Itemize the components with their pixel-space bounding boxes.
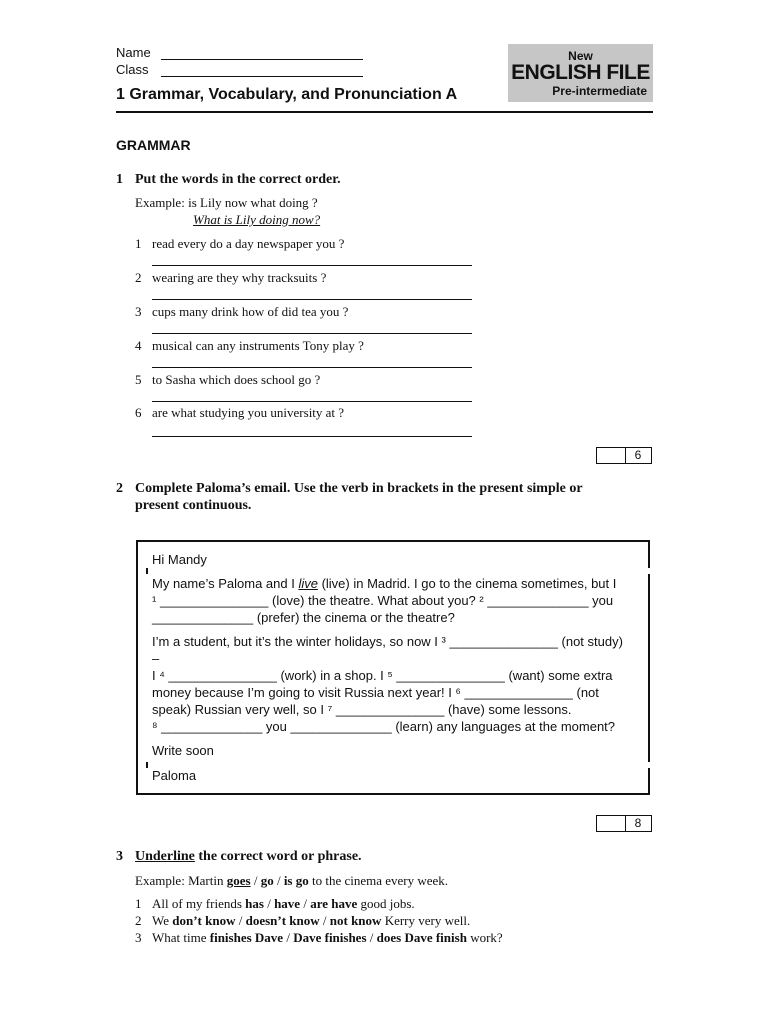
email-p1-b: (live) in Madrid. I go to the cinema sometimes, but I [317,576,617,591]
q3-sep: / [300,896,311,911]
q3-item-post: good jobs. [357,896,415,911]
q3-sep: / [235,913,246,928]
q3-item-number: 2 [135,913,142,928]
q3-example-label: Example: [135,873,185,888]
email-right-border [648,574,650,762]
page-title: 1 Grammar, Vocabulary, and Pronunciation A [116,86,458,103]
q3-example [135,873,448,889]
email-box [136,540,650,795]
email-greeting: Hi Mandy [152,552,207,567]
q1-item-text: wearing are they why tracksuits ? [152,270,327,285]
q1-score-total: 6 [634,448,642,462]
q2-score-total: 8 [634,816,642,830]
q3-item-pre: All of my friends [152,896,246,911]
q1-item-text: are what studying you university at ? [152,405,345,420]
q3-sep: / [263,896,275,911]
q2-number: 2 [116,481,123,496]
q1-item-number: 4 [135,338,142,353]
q3-item [152,930,503,946]
q3-item-pre: We [152,913,173,928]
q3-item-post: work? [466,930,503,945]
q3-item-post: Kerry very well. [381,913,471,928]
q3-option[interactable]: are have [310,896,358,911]
q3-sep: / [366,930,377,945]
q3-option[interactable]: finishes Dave [209,930,284,945]
q1-item-number: 2 [135,270,142,285]
q3-option[interactable]: not know [329,913,382,928]
q1-item-text: read every do a day newspaper you ? [152,236,345,251]
q3-option[interactable]: don’t know [172,913,236,928]
q1-answer-line[interactable] [152,333,472,334]
email-p3-line1: I ⁴ _______________ (work) in a shop. I ⁵ _______________ (want) some extra [152,668,613,683]
q3-option[interactable]: Dave finishes [293,930,367,945]
q1-number: 1 [116,172,123,187]
section-heading: GRAMMAR [116,137,191,153]
q1-item-text: to Sasha which does school go ? [152,372,321,387]
name-field[interactable] [161,59,363,60]
q1-item-number: 3 [135,304,142,319]
q3-sep: / [273,873,284,888]
logo-new: New [568,49,593,63]
q3-example-post: to the cinema every week. [308,873,449,888]
q1-answer-line[interactable] [152,401,472,402]
class-field[interactable] [161,76,363,77]
q3-example-option-1: goes [226,873,251,888]
q1-item-number: 1 [135,236,142,251]
q2-score-box[interactable] [596,815,652,832]
q3-sep: / [319,913,330,928]
q1-example-answer: What is Lily doing now? [193,212,321,227]
q3-sep: / [250,873,261,888]
email-bottom-border [136,793,650,795]
email-closing: Write soon [152,743,214,758]
email-left-border [136,540,138,795]
email-p3-line4: ⁸ ______________ you ______________ (learn) any languages at the moment? [152,719,616,734]
email-p1-line2: ¹ _______________ (love) the theatre. What about you? ² ______________ you [152,593,614,608]
q1-answer-line[interactable] [152,265,472,266]
q3-item-pre: What time [152,930,210,945]
email-p1-line3: ______________ (prefer) the cinema or the theatre? [152,610,455,625]
name-label: Name [116,45,151,60]
q3-example-pre: Martin [188,873,227,888]
logo-english-file: ENGLISH FILE [511,61,650,84]
q3-item [152,913,470,929]
q3-example-option-3: is go [283,873,309,888]
q3-item [152,896,415,912]
q1-item-text: musical can any instruments Tony play ? [152,338,364,353]
email-signature: Paloma [152,768,197,783]
q3-sep: / [283,930,294,945]
q1-score-box[interactable] [596,447,652,464]
email-p1-a: My name’s Paloma and I [152,576,299,591]
q3-item-number: 1 [135,896,142,911]
q3-option[interactable]: does Dave finish [376,930,467,945]
email-inner-tick [146,568,148,574]
email-right-border [648,540,650,568]
q3-item-number: 3 [135,930,142,945]
email-p1-example: live [298,576,318,591]
q1-example-prompt: is Lily now what doing ? [188,195,318,210]
q3-number: 3 [116,849,123,864]
q3-option[interactable]: doesn’t know [245,913,320,928]
q3-option[interactable]: has [245,896,264,911]
q1-item-number: 6 [135,405,142,420]
email-p3-line2: money because I’m going to visit Russia next year! I ⁶ _______________ (not [152,685,599,700]
q1-answer-line[interactable] [152,436,472,437]
email-p3-line3: speak) Russian very well, so I ⁷ _______________ (have) some lessons. [152,702,572,717]
q1-score-blank[interactable] [597,448,626,463]
q1-answer-line[interactable] [152,367,472,368]
class-label: Class [116,62,149,77]
q1-instruction: Put the words in the correct order. [135,172,341,187]
q1-item-number: 5 [135,372,142,387]
q3-example-option-2: go [260,873,274,888]
logo-pre-intermediate: Pre-intermediate [552,84,647,98]
q1-item-text: cups many drink how of did tea you ? [152,304,349,319]
email-inner-tick [146,762,148,768]
q3-option[interactable]: have [274,896,301,911]
q1-answer-line[interactable] [152,299,472,300]
q3-instruction-rest: the correct word or phrase. [194,849,362,864]
header-rule [116,111,653,113]
email-right-border [648,768,650,795]
email-paragraph-1 [152,575,630,592]
email-paragraph-2: I’m a student, but it’s the winter holidays, so now I ³ _______________ (not study) – [152,634,623,666]
q3-instruction-underline-word: Underline [135,849,195,864]
q1-example-label: Example: [135,195,185,210]
q2-instruction-line1: Complete Paloma’s email. Use the verb in brackets in the present simple or [135,481,583,496]
q3-instruction [135,849,362,865]
email-top-border [136,540,650,542]
english-file-logo [508,44,653,102]
q1-example [135,195,318,211]
q2-score-blank[interactable] [597,816,626,831]
q2-instruction-line2: present continuous. [135,498,252,513]
